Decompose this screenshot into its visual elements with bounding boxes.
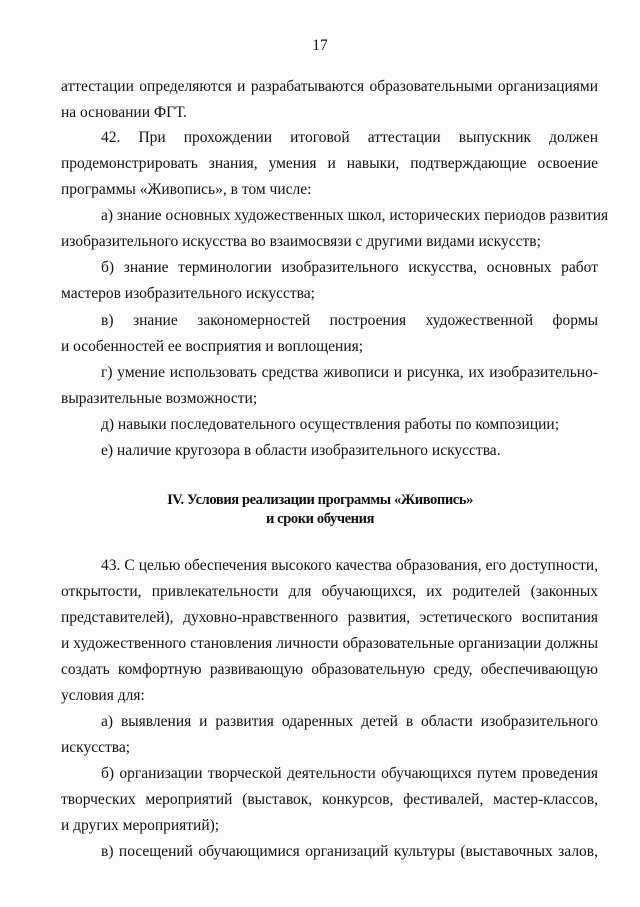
text-line: б) организации творческой деятельности обучающихся путем проведения (101, 765, 598, 782)
text-line: мастеров изобразительного искусства; (61, 285, 315, 302)
text-line: создать комфортную развивающую образовательную среду, обеспечивающую (61, 661, 598, 678)
text-line: условия для: (61, 687, 145, 704)
text-line: в) посещений обучающимися организаций культуры (выставочных залов, (101, 843, 598, 860)
text-line: 43. С целью обеспечения высокого качества образования, его доступности, (101, 557, 598, 574)
text-line: и художественного становления личности образовательные организации должны (61, 635, 598, 652)
text-line: е) наличие кругозора в области изобразительного искусства. (101, 442, 501, 459)
text-line: г) умение использовать средства живописи и рисунка, их изобразительно- (101, 364, 598, 381)
text-line: на основании ФГТ. (61, 104, 187, 121)
text-line: программы «Живопись», в том числе: (61, 181, 312, 198)
text-line: аттестации определяются и разрабатываются образовательными организациями (61, 78, 598, 95)
text-line: д) навыки последовательного осуществления работы по композиции; (101, 416, 560, 433)
text-line: и других мероприятий); (61, 817, 220, 834)
text-line: 42. При прохождении итоговой аттестации выпускник должен (101, 129, 598, 146)
text-line: продемонстрировать знания, умения и навыки, подтверждающие освоение (61, 155, 598, 172)
text-line: в) знание закономерностей построения художественной формы (101, 312, 598, 329)
text-line: представителей), духовно-нравственного развития, эстетического воспитания (61, 609, 598, 626)
text-line: творческих мероприятий (выставок, конкурсов, фестивалей, мастер-классов, (61, 791, 598, 808)
text-line: выразительные возможности; (61, 390, 258, 407)
text-line: искусства; (61, 739, 131, 756)
section-heading-line1: IV. Условия реализации программы «Живопись» (167, 492, 473, 508)
section-heading-line2: и сроки обучения (265, 511, 375, 527)
page-number: 17 (312, 37, 328, 54)
text-line: открытости, привлекательности для обучающихся, их родителей (законных (61, 583, 598, 600)
text-line: и особенностей ее восприятия и воплощения; (61, 338, 364, 355)
text-line: а) выявления и развития одаренных детей в области изобразительного (101, 713, 598, 730)
text-line: б) знание терминологии изобразительного искусства, основных работ (101, 259, 598, 276)
text-line: изобразительного искусства во взаимосвязи с другими видами искусств; (61, 233, 541, 250)
text-line: а) знание основных художественных школ, исторических периодов развития (101, 207, 609, 224)
